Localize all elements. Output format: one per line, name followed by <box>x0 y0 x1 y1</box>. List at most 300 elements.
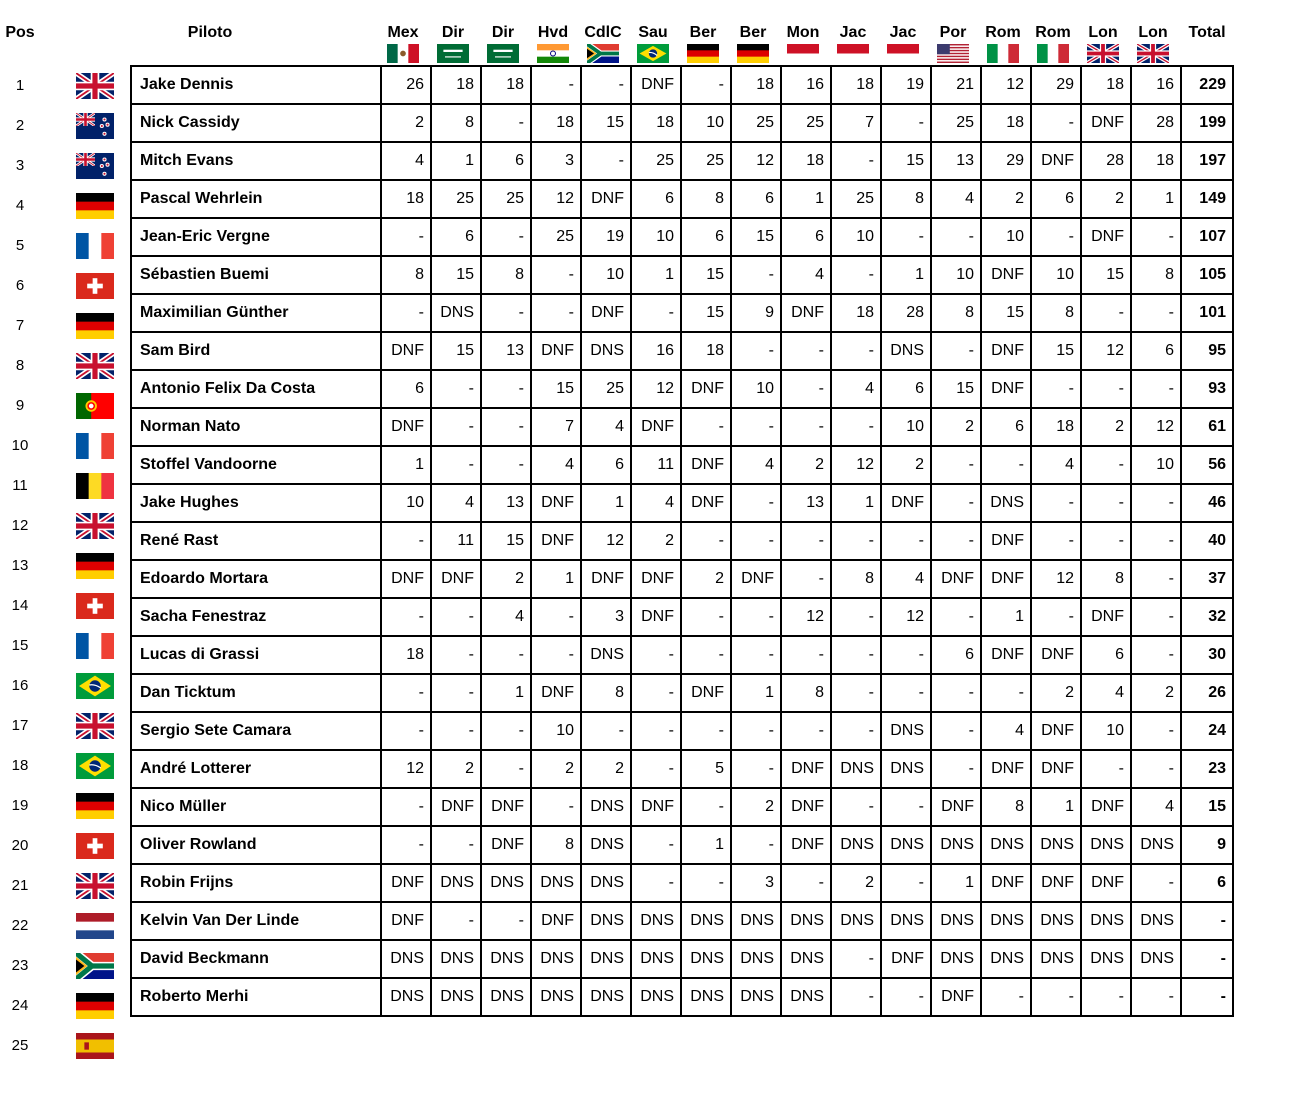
race-result-cell: DNS <box>1081 826 1131 864</box>
race-header <box>1028 24 1078 64</box>
driver-name: Jake Hughes <box>131 484 381 522</box>
race-result-cell: 6 <box>481 142 531 180</box>
race-result-cell: DNF <box>881 484 931 522</box>
race-result-cell: 18 <box>431 66 481 104</box>
table-row <box>131 902 1233 940</box>
race-result-cell: 12 <box>1131 408 1181 446</box>
race-header <box>828 24 878 64</box>
race-result-cell: DNF <box>1081 864 1131 902</box>
race-result-cell: DNS <box>1131 826 1181 864</box>
race-result-cell: 16 <box>781 66 831 104</box>
race-result-cell: - <box>631 864 681 902</box>
race-result-cell: 2 <box>481 560 531 598</box>
race-result-cell: DNS <box>631 902 681 940</box>
germany-flag-icon <box>62 786 128 826</box>
race-result-cell: DNF <box>881 940 931 978</box>
germany-flag-icon <box>62 986 128 1026</box>
position-number: 21 <box>11 877 29 894</box>
race-result-cell: DNS <box>581 788 631 826</box>
race-result-cell: 15 <box>531 370 581 408</box>
race-result-cell: DNF <box>581 294 631 332</box>
race-result-cell: - <box>1131 750 1181 788</box>
race-result-cell: DNF <box>981 370 1031 408</box>
table-row <box>131 104 1233 142</box>
race-result-cell: 2 <box>931 408 981 446</box>
race-result-cell: DNF <box>1031 712 1081 750</box>
race-header <box>678 24 728 64</box>
indonesia-flag-icon <box>887 44 919 63</box>
race-result-cell: - <box>1031 104 1081 142</box>
total-points-cell: 40 <box>1181 522 1233 560</box>
race-result-cell: 4 <box>1131 788 1181 826</box>
position-number: 15 <box>11 637 29 654</box>
race-result-cell: 2 <box>531 750 581 788</box>
race-result-cell: 12 <box>381 750 431 788</box>
race-result-cell: 11 <box>631 446 681 484</box>
table-row <box>131 142 1233 180</box>
race-result-cell: DNF <box>581 180 631 218</box>
race-result-cell: - <box>781 712 831 750</box>
race-result-cell: - <box>931 522 981 560</box>
saudi-arabia-flag-icon <box>437 44 469 63</box>
total-points-cell: 107 <box>1181 218 1233 256</box>
table-row <box>131 408 1233 446</box>
total-points-cell: 61 <box>1181 408 1233 446</box>
race-result-cell: DNS <box>831 826 881 864</box>
race-header-label: Hvd <box>537 24 569 41</box>
driver-name: Lucas di Grassi <box>131 636 381 674</box>
race-result-cell: 25 <box>681 142 731 180</box>
race-result-cell: 8 <box>581 674 631 712</box>
race-result-cell: DNS <box>631 978 681 1016</box>
race-result-cell: - <box>781 864 831 902</box>
race-result-cell: - <box>781 332 831 370</box>
race-result-cell: - <box>481 104 531 142</box>
race-result-cell: 4 <box>781 256 831 294</box>
race-result-cell: DNF <box>531 674 581 712</box>
total-points-cell: 6 <box>1181 864 1233 902</box>
race-result-cell: 4 <box>581 408 631 446</box>
race-result-cell: - <box>1131 560 1181 598</box>
race-result-cell: - <box>581 712 631 750</box>
position-number: 1 <box>15 77 25 94</box>
race-result-cell: DNS <box>431 864 481 902</box>
race-result-cell: 12 <box>1031 560 1081 598</box>
race-result-cell: - <box>881 674 931 712</box>
race-result-cell: 15 <box>931 370 981 408</box>
uk-flag-icon <box>62 506 128 546</box>
brazil-flag-icon <box>637 44 669 63</box>
race-result-cell: 15 <box>481 522 531 560</box>
race-result-cell: - <box>931 332 981 370</box>
race-header-label: Rom <box>985 24 1021 41</box>
germany-flag-icon <box>62 306 128 346</box>
race-result-cell: 19 <box>581 218 631 256</box>
table-row <box>131 332 1233 370</box>
race-result-cell: - <box>681 598 731 636</box>
race-result-cell: 2 <box>381 104 431 142</box>
race-result-cell: 13 <box>481 332 531 370</box>
race-result-cell: - <box>381 218 431 256</box>
race-result-cell: DNS <box>1031 940 1081 978</box>
race-result-cell: - <box>781 560 831 598</box>
france-flag-icon <box>62 626 128 666</box>
monaco-flag-icon <box>787 44 819 63</box>
race-result-cell: 25 <box>931 104 981 142</box>
race-result-cell: - <box>831 788 881 826</box>
south-africa-flag-icon <box>587 44 619 63</box>
header-pos <box>0 24 40 64</box>
race-result-cell: 10 <box>931 256 981 294</box>
race-result-cell: DNF <box>681 484 731 522</box>
race-result-cell: - <box>1131 864 1181 902</box>
brazil-flag-icon <box>62 666 128 706</box>
driver-name: Nick Cassidy <box>131 104 381 142</box>
race-header <box>628 24 678 64</box>
race-header <box>1078 24 1128 64</box>
race-header-label: Jac <box>839 24 867 41</box>
total-points-cell: 197 <box>1181 142 1233 180</box>
race-result-cell: 16 <box>1131 66 1181 104</box>
race-result-cell: - <box>1081 370 1131 408</box>
total-points-cell: 101 <box>1181 294 1233 332</box>
race-result-cell: - <box>831 978 881 1016</box>
race-result-cell: 15 <box>981 294 1031 332</box>
driver-name: Edoardo Mortara <box>131 560 381 598</box>
race-result-cell: - <box>431 636 481 674</box>
race-result-cell: 8 <box>1081 560 1131 598</box>
race-result-cell: DNS <box>481 864 531 902</box>
table-row <box>131 598 1233 636</box>
table-row <box>131 750 1233 788</box>
race-result-cell: DNF <box>681 370 731 408</box>
race-result-cell: 25 <box>481 180 531 218</box>
driver-name: Sam Bird <box>131 332 381 370</box>
total-points-cell: 199 <box>1181 104 1233 142</box>
uk-flag-icon <box>62 866 128 906</box>
race-header-label: Sau <box>638 24 668 41</box>
new-zealand-flag-icon <box>62 106 128 146</box>
race-result-cell: - <box>931 750 981 788</box>
position-number: 3 <box>15 157 25 174</box>
race-result-cell: DNS <box>681 978 731 1016</box>
race-result-cell: 26 <box>381 66 431 104</box>
race-result-cell: DNS <box>381 978 431 1016</box>
race-result-cell: DNF <box>381 902 431 940</box>
race-result-cell: - <box>731 408 781 446</box>
race-result-cell: DNF <box>731 560 781 598</box>
race-result-cell: - <box>1081 978 1131 1016</box>
italy-flag-icon <box>987 44 1019 63</box>
total-points-cell: 26 <box>1181 674 1233 712</box>
spain-flag-icon <box>62 1026 128 1066</box>
position-number: 13 <box>11 557 29 574</box>
driver-name: Sergio Sete Camara <box>131 712 381 750</box>
race-result-cell: 28 <box>881 294 931 332</box>
race-result-cell: DNF <box>981 256 1031 294</box>
race-result-cell: 2 <box>831 864 881 902</box>
race-result-cell: - <box>481 750 531 788</box>
race-result-cell: 8 <box>931 294 981 332</box>
race-header-label: Ber <box>739 24 767 41</box>
table-row <box>131 522 1233 560</box>
race-result-cell: 15 <box>681 294 731 332</box>
race-result-cell: 25 <box>731 104 781 142</box>
race-result-cell: - <box>1081 446 1131 484</box>
race-result-cell: DNS <box>1131 940 1181 978</box>
saudi-arabia-flag-icon <box>487 44 519 63</box>
race-result-cell: 1 <box>381 446 431 484</box>
position-number: 23 <box>11 957 29 974</box>
race-result-cell: DNS <box>1081 902 1131 940</box>
race-result-cell: DNS <box>531 864 581 902</box>
race-result-cell: - <box>831 674 881 712</box>
race-result-cell: - <box>381 712 431 750</box>
race-header <box>428 24 478 64</box>
race-result-cell: 2 <box>1081 408 1131 446</box>
header-driver-label: Piloto <box>187 24 233 41</box>
position-number: 10 <box>11 437 29 454</box>
driver-name: Stoffel Vandoorne <box>131 446 381 484</box>
driver-name: Jake Dennis <box>131 66 381 104</box>
race-result-cell: DNS <box>931 940 981 978</box>
race-header-label: Mon <box>786 24 820 41</box>
race-result-cell: 6 <box>431 218 481 256</box>
position-number: 16 <box>11 677 29 694</box>
race-result-cell: 18 <box>781 142 831 180</box>
race-result-cell: 4 <box>1031 446 1081 484</box>
race-result-cell: 4 <box>631 484 681 522</box>
race-header-label: Dir <box>491 24 515 41</box>
race-result-cell: 18 <box>531 104 581 142</box>
position-number: 5 <box>15 237 25 254</box>
position-number: 20 <box>11 837 29 854</box>
race-header-label: Rom <box>1035 24 1071 41</box>
race-result-cell: 18 <box>1081 66 1131 104</box>
race-result-cell: - <box>431 370 481 408</box>
race-result-cell: DNS <box>581 978 631 1016</box>
race-result-cell: 6 <box>881 370 931 408</box>
race-result-cell: - <box>681 522 731 560</box>
position-number: 9 <box>15 397 25 414</box>
race-result-cell: 8 <box>681 180 731 218</box>
total-points-cell: 95 <box>1181 332 1233 370</box>
race-result-cell: DNF <box>631 598 681 636</box>
race-result-cell: - <box>931 218 981 256</box>
race-result-cell: - <box>881 788 931 826</box>
race-result-cell: - <box>381 522 431 560</box>
race-result-cell: 18 <box>981 104 1031 142</box>
race-header-label: CdlC <box>584 24 622 41</box>
race-result-cell: - <box>731 484 781 522</box>
race-result-cell: - <box>731 332 781 370</box>
position-number: 22 <box>11 917 29 934</box>
race-result-cell: DNF <box>981 522 1031 560</box>
race-result-cell: - <box>781 522 831 560</box>
race-result-cell: 4 <box>431 484 481 522</box>
total-points-cell: 15 <box>1181 788 1233 826</box>
race-result-cell: 6 <box>1131 332 1181 370</box>
usa-flag-icon <box>937 44 969 63</box>
race-result-cell: 1 <box>431 142 481 180</box>
race-result-cell: 25 <box>531 218 581 256</box>
header-total <box>1181 24 1233 64</box>
new-zealand-flag-icon <box>62 146 128 186</box>
position-number: 25 <box>11 1037 29 1054</box>
germany-flag-icon <box>737 44 769 63</box>
total-points-cell: 93 <box>1181 370 1233 408</box>
uk-flag-icon <box>1087 44 1119 63</box>
race-result-cell: - <box>981 446 1031 484</box>
race-result-cell: 15 <box>731 218 781 256</box>
position-number: 19 <box>11 797 29 814</box>
race-result-cell: 6 <box>931 636 981 674</box>
race-result-cell: 28 <box>1131 104 1181 142</box>
position-number: 17 <box>11 717 29 734</box>
race-header <box>728 24 778 64</box>
race-result-cell: - <box>831 598 881 636</box>
race-result-cell: 8 <box>781 674 831 712</box>
race-result-cell: - <box>781 408 831 446</box>
race-result-cell: 2 <box>681 560 731 598</box>
race-result-cell: DNS <box>431 940 481 978</box>
race-result-cell: DNF <box>681 674 731 712</box>
france-flag-icon <box>62 426 128 466</box>
race-result-cell: DNS <box>581 940 631 978</box>
total-points-cell: 37 <box>1181 560 1233 598</box>
race-result-cell: DNS <box>381 940 431 978</box>
race-result-cell: - <box>831 408 881 446</box>
race-result-cell: 1 <box>981 598 1031 636</box>
total-points-cell: 105 <box>1181 256 1233 294</box>
race-result-cell: 13 <box>481 484 531 522</box>
race-result-cell: 28 <box>1081 142 1131 180</box>
indonesia-flag-icon <box>837 44 869 63</box>
race-result-cell: DNF <box>981 332 1031 370</box>
race-result-cell: 21 <box>931 66 981 104</box>
race-result-cell: DNF <box>631 560 681 598</box>
race-result-cell: 10 <box>1031 256 1081 294</box>
race-result-cell: - <box>431 902 481 940</box>
race-result-cell: - <box>1131 370 1181 408</box>
race-result-cell: 1 <box>831 484 881 522</box>
race-result-cell: 1 <box>681 826 731 864</box>
race-result-cell: DNS <box>931 902 981 940</box>
race-result-cell: DNS <box>681 902 731 940</box>
table-row <box>131 256 1233 294</box>
race-result-cell: 8 <box>881 180 931 218</box>
race-result-cell: - <box>831 332 881 370</box>
total-points-cell: 46 <box>1181 484 1233 522</box>
race-result-cell: 1 <box>481 674 531 712</box>
race-header <box>778 24 828 64</box>
race-result-cell: DNF <box>781 788 831 826</box>
race-result-cell: 8 <box>381 256 431 294</box>
race-result-cell: - <box>481 902 531 940</box>
race-result-cell: - <box>431 826 481 864</box>
race-result-cell: - <box>881 636 931 674</box>
race-result-cell: DNF <box>381 864 431 902</box>
switzerland-flag-icon <box>62 586 128 626</box>
table-row <box>131 484 1233 522</box>
total-points-cell: - <box>1181 940 1233 978</box>
race-result-cell: - <box>731 636 781 674</box>
race-result-cell: 6 <box>631 180 681 218</box>
race-result-cell: 10 <box>681 104 731 142</box>
race-result-cell: - <box>1081 522 1131 560</box>
race-header <box>578 24 628 64</box>
race-result-cell: DNF <box>931 560 981 598</box>
header-total-label: Total <box>1188 24 1226 41</box>
race-result-cell: DNS <box>831 750 881 788</box>
position-number: 8 <box>15 357 25 374</box>
race-result-cell: 6 <box>681 218 731 256</box>
race-result-cell: - <box>381 598 431 636</box>
driver-name: David Beckmann <box>131 940 381 978</box>
race-result-cell: 6 <box>1031 180 1081 218</box>
race-result-cell: 12 <box>831 446 881 484</box>
race-result-cell: 18 <box>831 294 881 332</box>
race-result-cell: 6 <box>1081 636 1131 674</box>
race-result-cell: - <box>531 788 581 826</box>
race-result-cell: DNF <box>931 978 981 1016</box>
table-row <box>131 712 1233 750</box>
race-result-cell: - <box>1131 218 1181 256</box>
race-result-cell: DNS <box>581 902 631 940</box>
race-result-cell: 2 <box>981 180 1031 218</box>
race-result-cell: - <box>1131 484 1181 522</box>
race-result-cell: 29 <box>1031 66 1081 104</box>
position-number: 14 <box>11 597 29 614</box>
race-result-cell: - <box>681 864 731 902</box>
race-header <box>978 24 1028 64</box>
race-result-cell: DNF <box>531 522 581 560</box>
race-result-cell: DNF <box>481 826 531 864</box>
race-result-cell: 18 <box>381 636 431 674</box>
uk-flag-icon <box>62 706 128 746</box>
race-result-cell: DNF <box>431 788 481 826</box>
position-number: 7 <box>15 317 25 334</box>
position-number: 2 <box>15 117 25 134</box>
race-result-cell: DNS <box>681 940 731 978</box>
race-result-cell: DNS <box>781 940 831 978</box>
race-result-cell: 7 <box>531 408 581 446</box>
race-result-cell: 8 <box>981 788 1031 826</box>
table-row <box>131 674 1233 712</box>
race-header <box>378 24 428 64</box>
race-result-cell: 12 <box>581 522 631 560</box>
race-result-cell: 25 <box>631 142 681 180</box>
race-result-cell: 29 <box>981 142 1031 180</box>
total-points-cell: 56 <box>1181 446 1233 484</box>
race-result-cell: - <box>981 674 1031 712</box>
race-result-cell: - <box>481 712 531 750</box>
race-result-cell: - <box>481 446 531 484</box>
race-result-cell: DNF <box>1031 750 1081 788</box>
race-result-cell: 6 <box>381 370 431 408</box>
race-result-cell: - <box>731 598 781 636</box>
race-result-cell: 2 <box>1131 674 1181 712</box>
race-header <box>1128 24 1178 64</box>
race-result-cell: - <box>381 294 431 332</box>
race-result-cell: - <box>631 636 681 674</box>
race-header <box>878 24 928 64</box>
race-header-label: Lon <box>1088 24 1118 41</box>
race-result-cell: 4 <box>531 446 581 484</box>
race-result-cell: - <box>931 446 981 484</box>
race-result-cell: - <box>431 674 481 712</box>
driver-name: Maximilian Günther <box>131 294 381 332</box>
